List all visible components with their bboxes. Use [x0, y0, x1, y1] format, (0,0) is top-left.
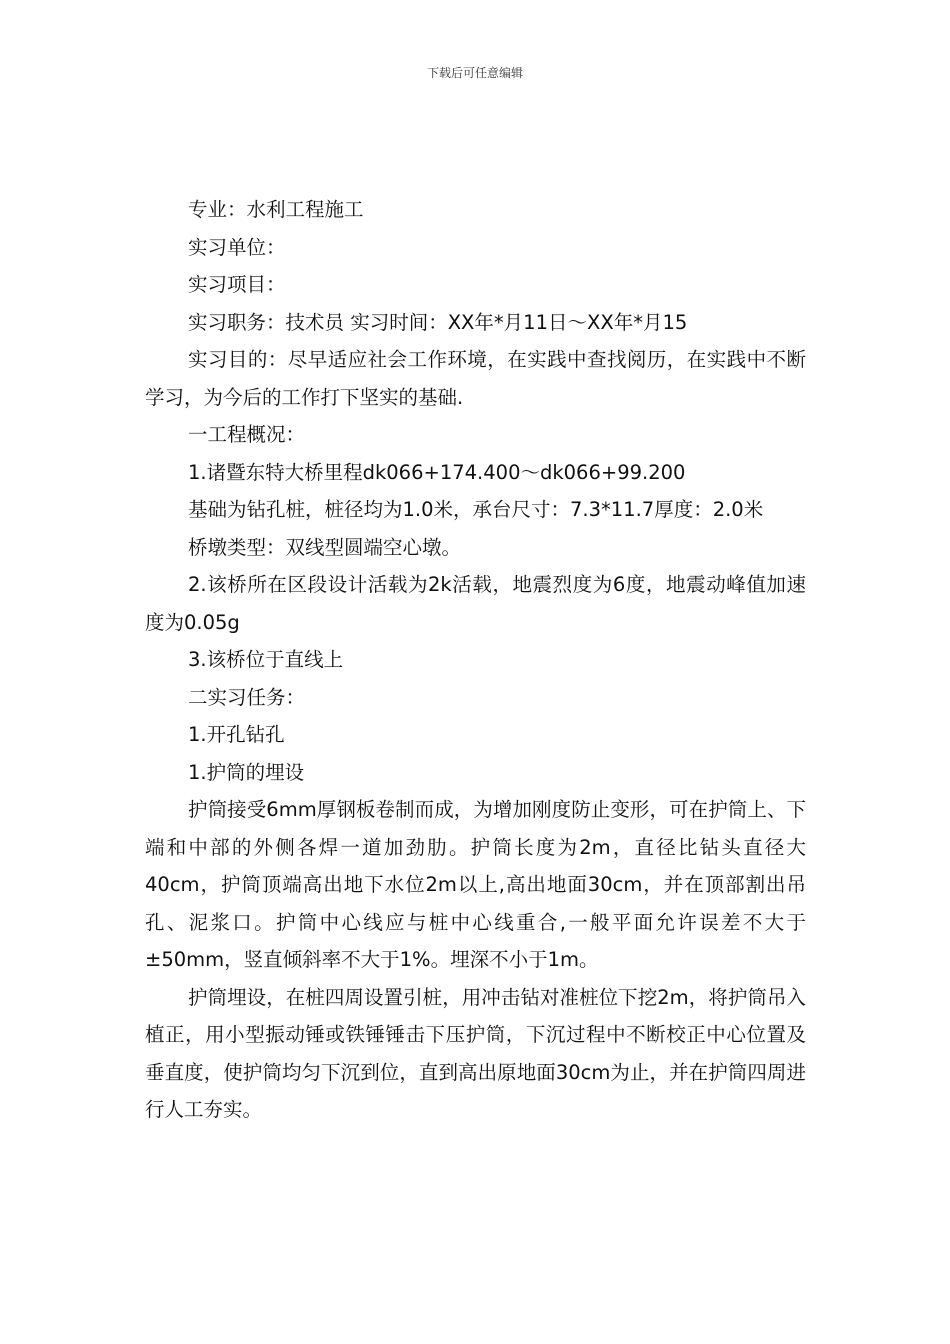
paragraph-pier-type: 桥墩类型：双线型圆端空心墩。 — [188, 535, 462, 559]
paragraph-purpose: 实习目的：尽早适应社会工作环境，在实践中查找阅历，在实践中不断学习，为今后的工作打下坚实的基础. — [145, 348, 806, 409]
heading-project-overview: 一工程概况： — [188, 423, 306, 446]
paragraph-internship-project: 实习项目： — [188, 273, 286, 296]
document-body — [145, 191, 806, 1129]
paragraph-foundation: 基础为钻孔桩，桩径均为1.0米，承台尺寸：7.3*11.7厚度：2.0米 — [188, 498, 764, 521]
paragraph-casing-spec: 护筒接受6mm厚钢板卷制而成，为增加刚度防止变形，可在护筒上、下端和中部的外侧各焊一道加劲肋。护筒长度为2m，直径比钻头直径大40cm，护筒顶端高出地下水位2m以上,高出地面30cm，并在顶部割出吊孔、泥浆口。护筒中心线应与桩中心线重合,一般平面允许误差不大于±50mm，竖直倾斜率不大于1%。埋深不小于1m。 — [145, 798, 806, 971]
paragraph-bridge-mileage: 1.诸暨东特大桥里程dk066+174.400～dk066+99.200 — [188, 460, 686, 484]
paragraph-internship-unit: 实习单位： — [188, 235, 286, 259]
subheading-casing-burial: 1.护筒的埋设 — [188, 760, 305, 784]
page-header: 下载后可任意编辑 — [426, 66, 523, 80]
subheading-drilling: 1.开孔钻孔 — [188, 723, 285, 746]
paragraph-alignment: 3.该桥位于直线上 — [188, 648, 344, 671]
paragraph-design-load: 2.该桥所在区段设计活载为2k活载，地震烈度为6度，地震动峰值加速度为0.05g — [145, 573, 806, 634]
heading-internship-tasks: 二实习任务： — [188, 685, 306, 709]
paragraph-casing-installation: 护筒埋设，在桩四周设置引桩，用冲击钻对准桩位下挖2m，将护筒吊入植正，用小型振动锤或铁锤锤击下压护筒，下沉过程中不断校正中心位置及垂直度，使护筒均匀下沉到位，直到高出原地面30cm为止，并在护筒四周进行人工夯实。 — [145, 985, 806, 1121]
paragraph-position-time: 实习职务：技术员 实习时间：XX年*月11日～XX年*月15 — [188, 310, 688, 334]
paragraph-major: 专业：水利工程施工 — [188, 198, 364, 221]
